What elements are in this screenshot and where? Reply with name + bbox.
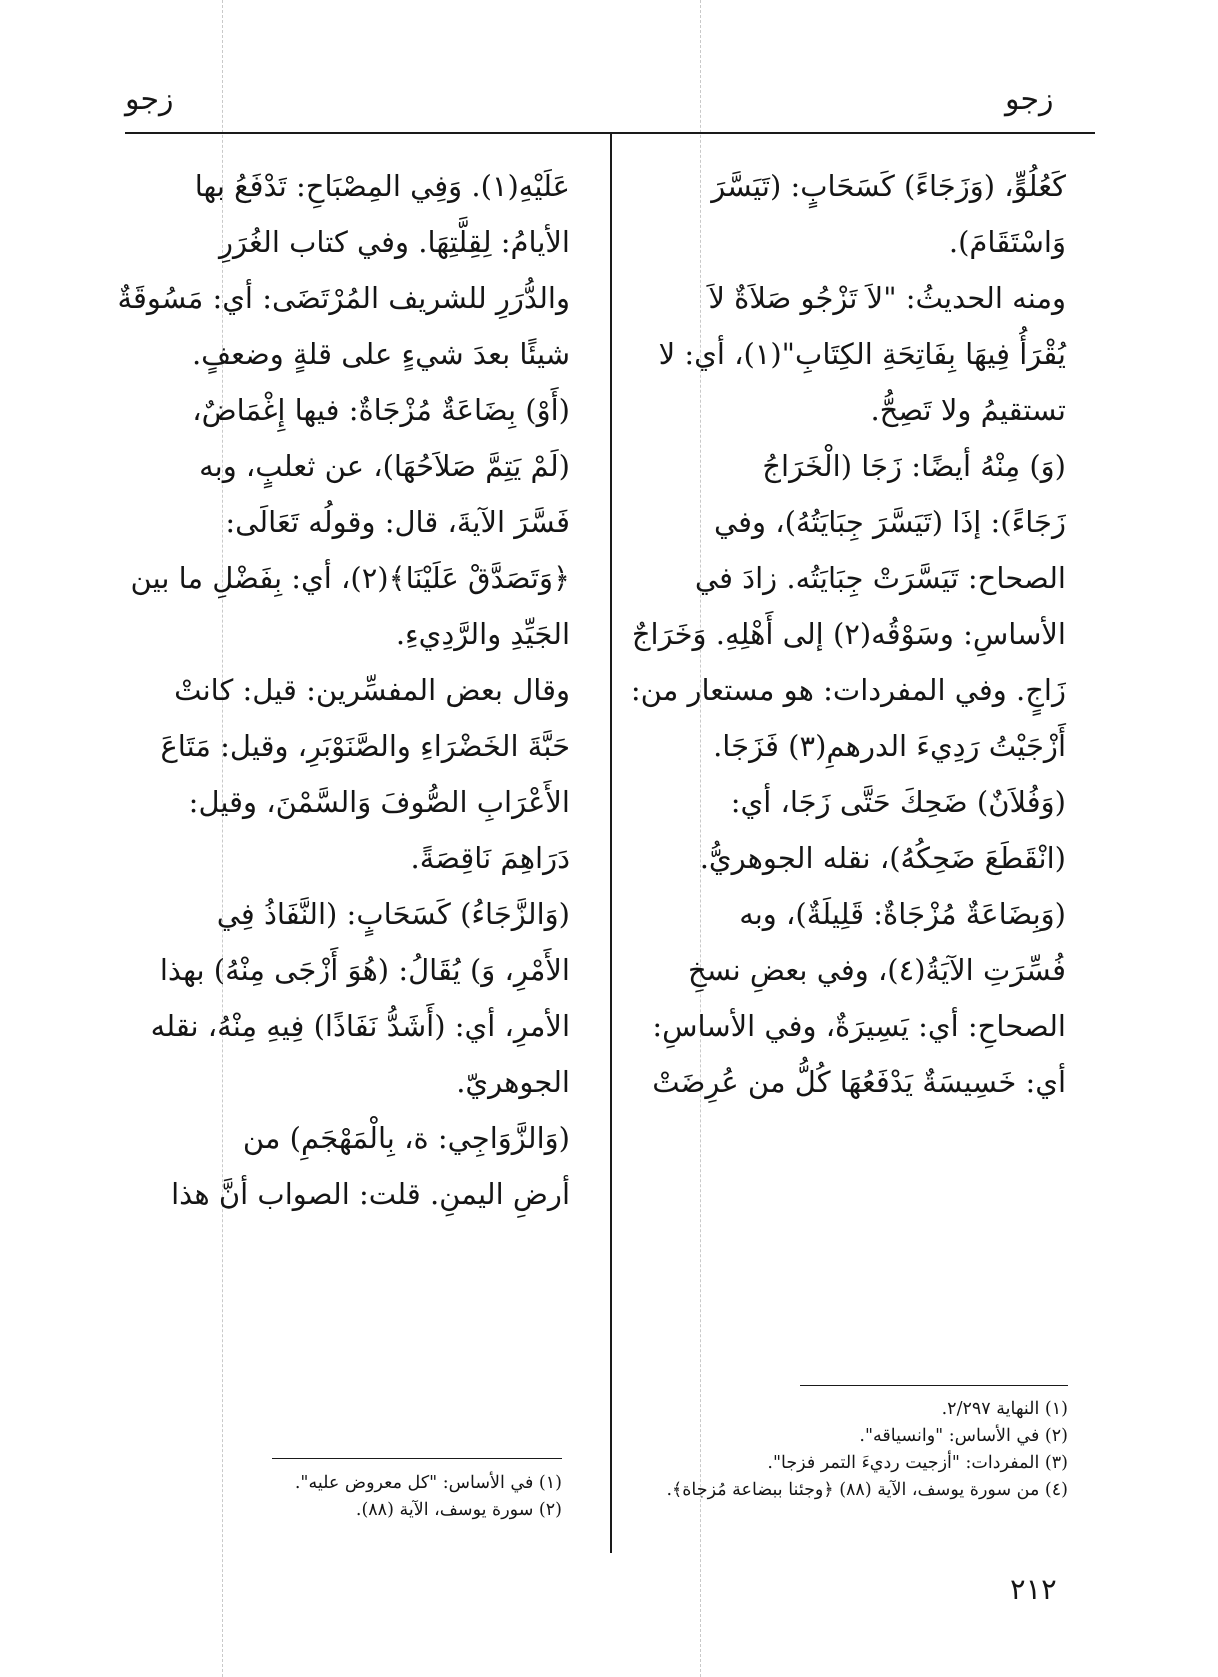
text-line: (وَالزَّوَاجِي: ة، بِالْمَهْجَمِ) من bbox=[242, 1121, 570, 1155]
text-line: فَسَّرَ الآيةَ، قال: وقولُه تَعَالَى: bbox=[225, 505, 570, 539]
footnote: (١) في الأساس: "كل معروض عليه". bbox=[294, 1473, 562, 1493]
text-line: (وَالزَّجَاءُ) كَسَحَابٍ: (النَّفَاذُ فِي bbox=[216, 897, 570, 931]
text-line: الصحاح: تَيَسَّرَتْ جِبَايَتُه. زادَ في bbox=[694, 561, 1066, 595]
running-header-left: زجو bbox=[125, 82, 174, 117]
footnote: (٢) في الأساس: "وانسياقه". bbox=[859, 1426, 1068, 1446]
text-line: حَبَّةَ الخَضْرَاءِ والصَّنَوْبَرِ، وقيل: مَتَاعَ bbox=[160, 729, 570, 763]
running-header-right: زجو bbox=[1005, 82, 1054, 117]
column-divider bbox=[610, 133, 612, 1553]
text-line: (انْقَطَعَ ضَحِكُهُ)، نقله الجوهريُّ. bbox=[699, 841, 1066, 875]
text-line: (أَوْ) بِضَاعَةٌ مُزْجَاةٌ: فيها إِغْمَاضٌ، bbox=[192, 393, 570, 427]
left-footnotes bbox=[120, 1470, 562, 1524]
text-line: زَجَاءً): إذَا (تَيَسَّرَ جِبَايَتُهُ)، وفي bbox=[714, 505, 1066, 539]
text-line: زَاجٍ. وفي المفردات: هو مستعار من: bbox=[630, 673, 1066, 707]
footnote: (٤) من سورة يوسف، الآية (٨٨) ﴿وجئنا ببضاعة مُزجاة﴾. bbox=[666, 1480, 1068, 1500]
text-line: (وَفُلاَنٌ) ضَحِكَ حَتَّى زَجَا، أي: bbox=[730, 785, 1066, 819]
text-line: كَعُلُوٍّ، (وَزَجَاءً) كَسَحَابٍ: (تَيَسَّرَ bbox=[711, 169, 1066, 203]
footnote: (٣) المفردات: "أزجيت رديءَ التمر فزجا". bbox=[767, 1453, 1068, 1473]
text-line: أي: خَسِيسَةٌ يَدْفَعُهَا كُلُّ من عُرِضَتْ bbox=[652, 1065, 1066, 1099]
text-line: الأَمْرِ، وَ) يُقَالُ: (هُوَ أَزْجَى مِنْهُ) بهذا bbox=[159, 953, 570, 987]
text-line: الأمرِ، أي: (أَشَدُّ نَفَاذًا) فِيهِ مِنْهُ، نقله bbox=[150, 1009, 570, 1043]
text-line: والدُّرَرِ للشريف المُرْتَضَى: أي: مَسُوقَةٌ bbox=[117, 281, 570, 315]
text-line: وقال بعض المفسِّرين: قيل: كانتْ bbox=[174, 673, 570, 707]
text-line: (وَ) مِنْهُ أيضًا: زَجَا (الْخَرَاجُ bbox=[762, 449, 1066, 483]
footnote: (٢) سورة يوسف، الآية (٨٨). bbox=[355, 1500, 562, 1520]
footnote-rule bbox=[272, 1458, 562, 1459]
text-line: أرضِ اليمنِ. قلت: الصواب أنَّ هذا bbox=[171, 1177, 570, 1211]
footnote: (١) النهاية ٢/٢٩٧. bbox=[941, 1399, 1068, 1419]
left-column bbox=[118, 158, 570, 1222]
text-line: وَاسْتَقَامَ). bbox=[948, 225, 1066, 259]
text-line: الجوهريّ. bbox=[456, 1065, 570, 1099]
text-line: يُقْرَأُ فِيهَا بِفَاتِحَةِ الكِتَابِ"(١)، أي: لا bbox=[658, 337, 1066, 371]
right-footnotes bbox=[600, 1396, 1068, 1504]
page-number: ٢١٢ bbox=[1010, 1572, 1057, 1606]
text-line: ومنه الحديثُ: "لاَ تَزْجُو صَلاَةٌ لاَ bbox=[708, 281, 1066, 315]
text-line: (لَمْ يَتِمَّ صَلاَحُهَا)، عن ثعلبٍ، وبه bbox=[199, 449, 570, 483]
text-line: شيئًا بعدَ شيءٍ على قلةٍ وضعفٍ. bbox=[191, 337, 570, 371]
text-line: الأساسِ: وسَوْقُه(٢) إلى أَهْلِهِ. وَخَرَاجٌ bbox=[631, 617, 1066, 651]
right-column bbox=[630, 158, 1066, 1110]
footnote-rule bbox=[800, 1385, 1068, 1386]
text-line: الصحاحِ: أي: يَسِيرَةٌ، وفي الأساسِ: bbox=[652, 1009, 1066, 1043]
text-line: دَرَاهِمَ نَاقِصَةً. bbox=[410, 841, 570, 875]
text-line: ﴿وَتَصَدَّقْ عَلَيْنَا﴾(٢)، أي: بِفَضْلِ ما بين bbox=[130, 561, 570, 595]
text-line: (وَبِضَاعَةٌ مُزْجَاةٌ: قَلِيلَةٌ)، وبه bbox=[739, 897, 1066, 931]
text-line: فُسِّرَتِ الآيَةُ(٤)، وفي بعضِ نسخِ bbox=[688, 953, 1066, 987]
text-line: أَزْجَيْتُ رَدِيءَ الدرهمِ(٣) فَزَجَا. bbox=[713, 729, 1066, 763]
text-line: الأَعْرَابِ الصُّوفَ وَالسَّمْنَ، وقيل: bbox=[188, 785, 570, 819]
text-line: الجَيِّدِ والرَّدِيءِ. bbox=[395, 617, 570, 651]
text-line: الأيامُ: لِقِلَّتِهَا. وفي كتاب الغُرَرِ bbox=[218, 225, 570, 259]
text-line: تستقيمُ ولا تَصِحُّ. bbox=[870, 393, 1066, 427]
text-line: عَلَيْهِ(١). وَفِي المِصْبَاحِ: تَدْفَعُ بها bbox=[194, 169, 570, 203]
